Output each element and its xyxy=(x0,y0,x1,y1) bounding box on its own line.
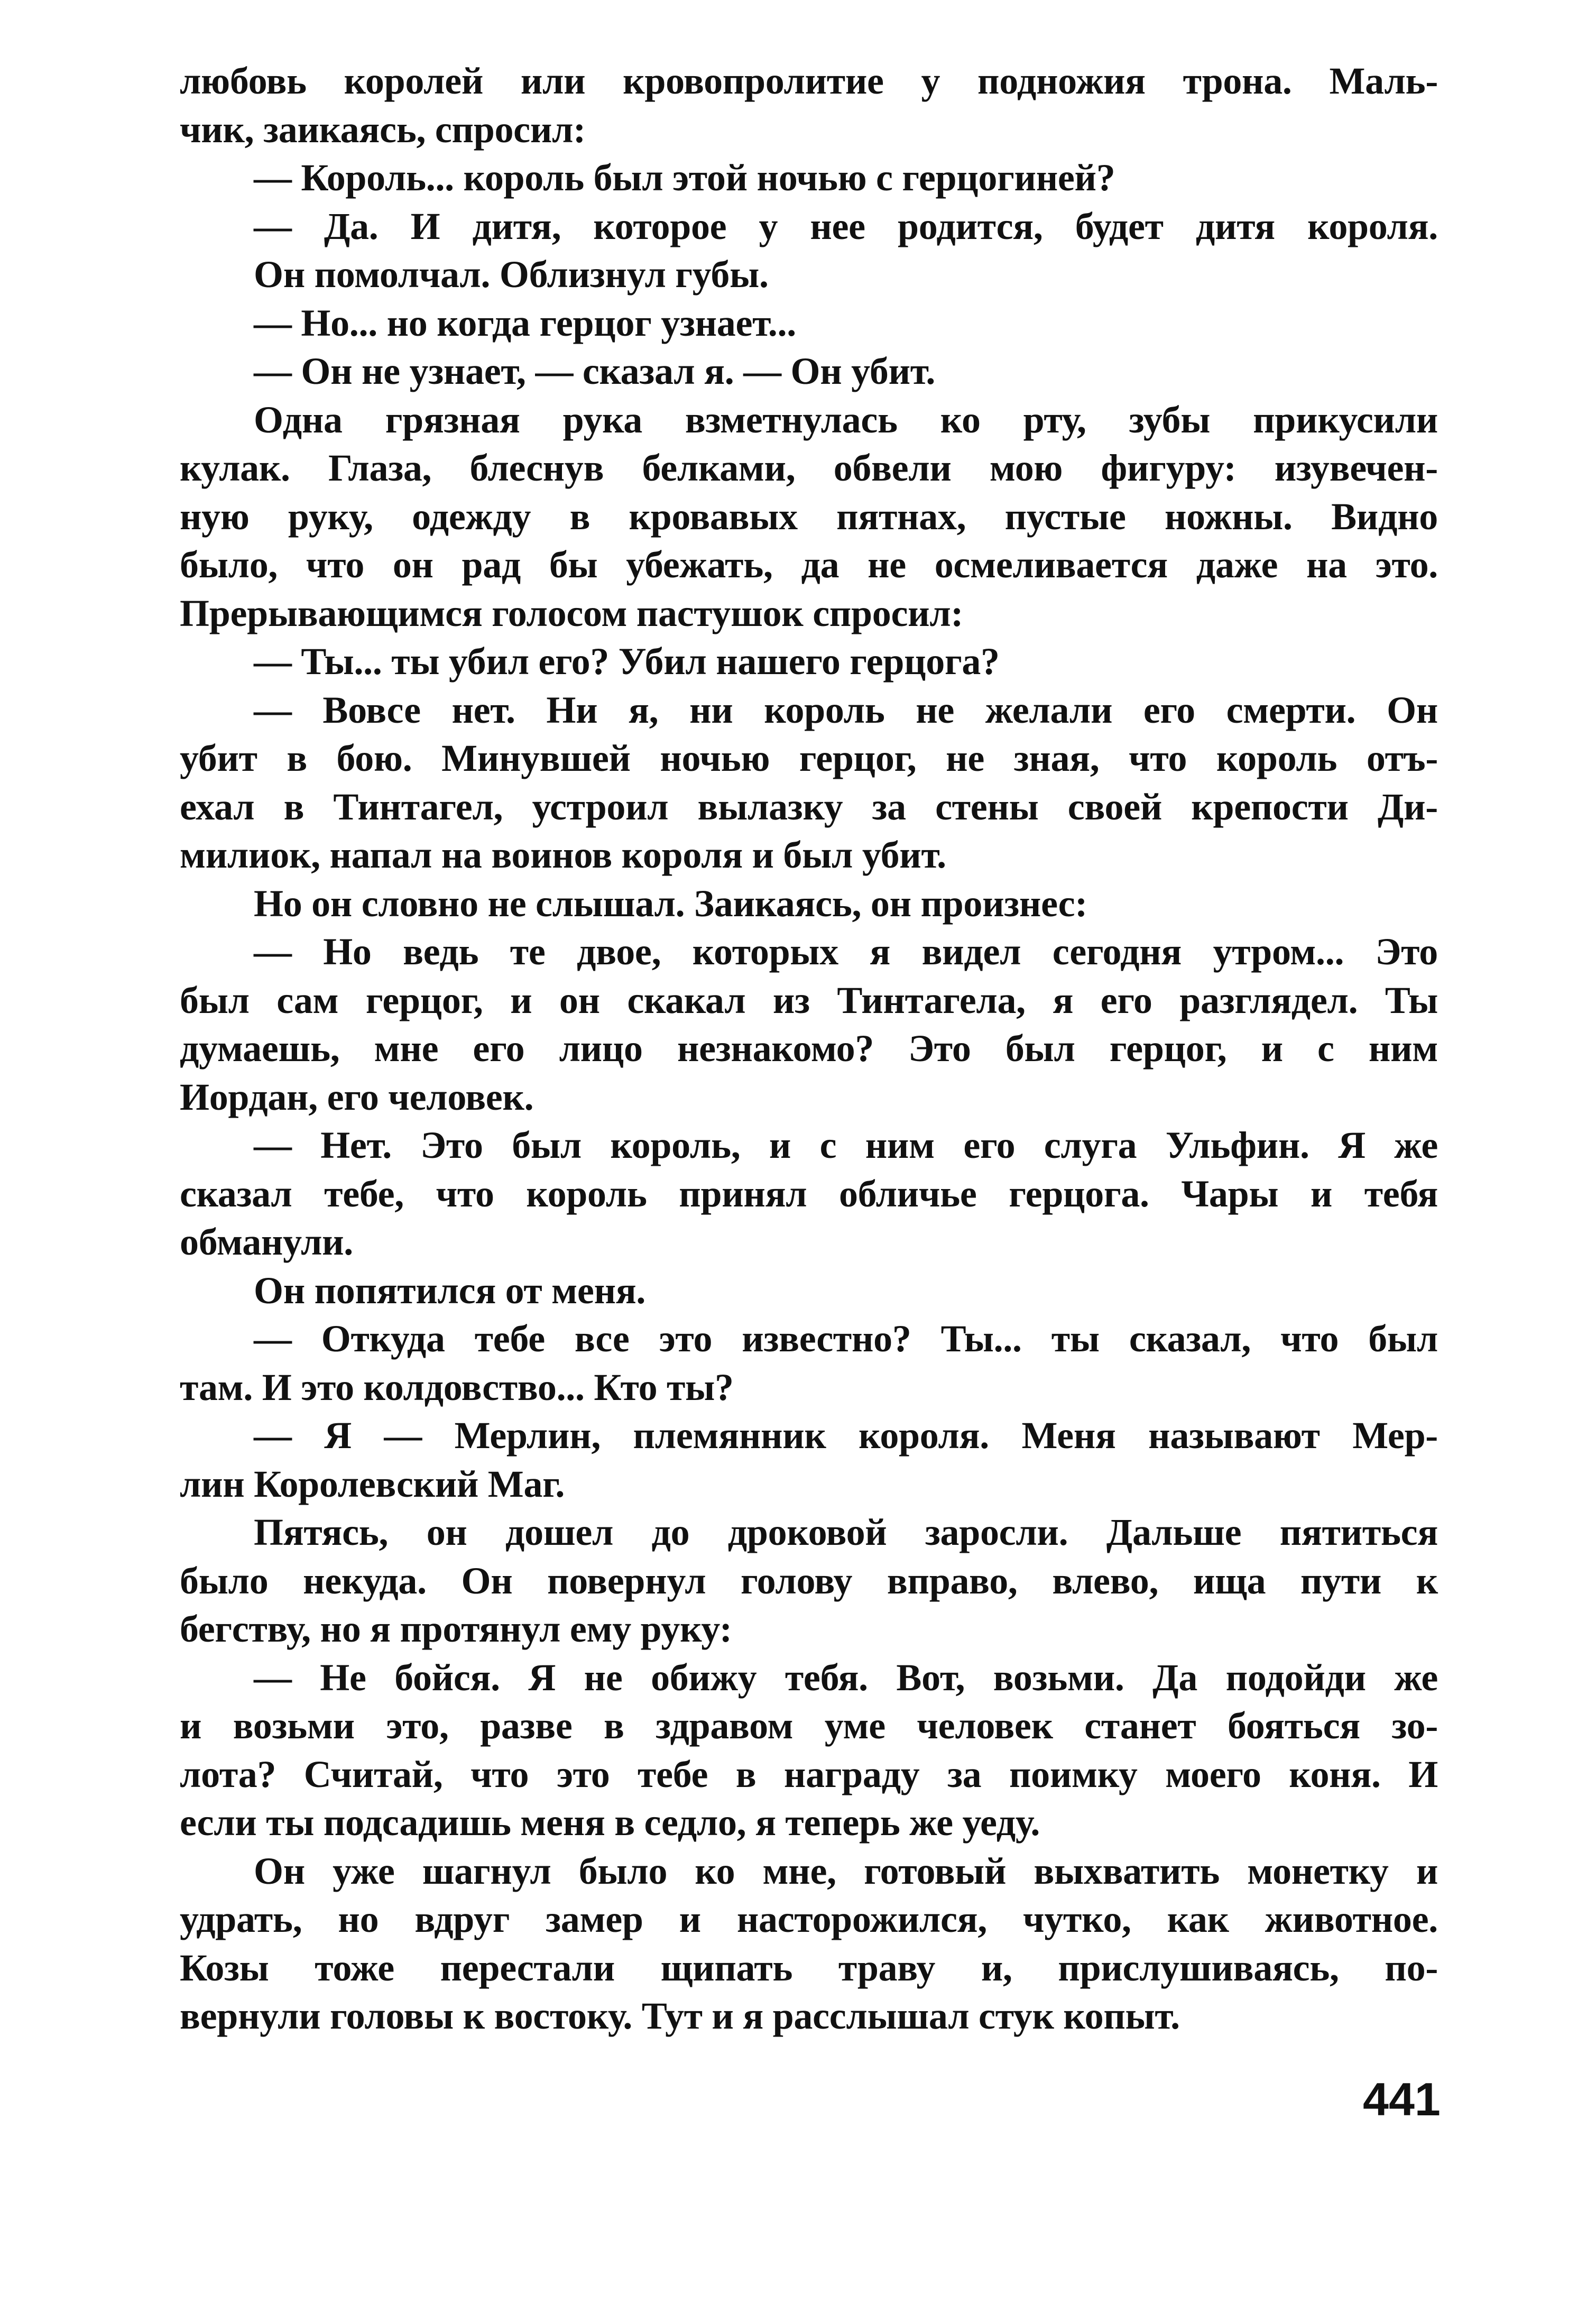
text-line: убит в бою. Минувшей ночью герцог, не зная, что король отъ- xyxy=(180,737,1438,779)
text-line: вернули головы к востоку. Тут и я расслышал стук копыт. xyxy=(180,1995,1180,2037)
text-line: — Да. И дитя, которое у нее родится, будет дитя короля. xyxy=(254,205,1438,247)
text-line: — Я — Мерлин, племянник короля. Меня называют Мер- xyxy=(254,1414,1438,1457)
text-line: Пятясь, он дошел до дроковой заросли. Дальше пятиться xyxy=(254,1511,1438,1553)
text-line: был сам герцог, и он скакал из Тинтагела, я его разглядел. Ты xyxy=(180,979,1438,1021)
text-line: любовь королей или кровопролитие у подножия трона. Маль- xyxy=(180,60,1438,102)
page-number: 441 xyxy=(1363,2073,1441,2125)
text-line: кулак. Глаза, блеснув белками, обвели мою фигуру: изувечен- xyxy=(180,447,1438,489)
text-line: — Откуда тебе все это известно? Ты... ты сказал, что был xyxy=(254,1318,1438,1360)
text-line: было некуда. Он повернул голову вправо, влево, ища пути к xyxy=(180,1559,1438,1602)
text-line: — Он не узнает, — сказал я. — Он убит. xyxy=(254,350,936,392)
text-line: там. И это колдовство... Кто ты? xyxy=(180,1366,734,1408)
text-line: милиок, напал на воинов короля и был убит. xyxy=(180,834,946,876)
text-line: думаешь, мне его лицо незнакомо? Это был герцог, и с ним xyxy=(180,1027,1438,1070)
text-line: и возьми это, разве в здравом уме человек станет бояться зо- xyxy=(180,1705,1438,1747)
text-line: ную руку, одежду в кровавых пятнах, пустые ножны. Видно xyxy=(180,495,1438,538)
text-line: чик, заикаясь, спросил: xyxy=(180,108,586,151)
text-line: обманули. xyxy=(180,1221,353,1263)
text-line: лота? Считай, что это тебе в награду за поимку моего коня. И xyxy=(180,1753,1438,1795)
text-line: Он помолчал. Облизнул губы. xyxy=(254,253,769,296)
text-line: если ты подсадишь меня в седло, я теперь же уеду. xyxy=(180,1801,1040,1844)
text-line: — Король... король был этой ночью с герцогиней? xyxy=(254,156,1115,199)
text-line: Он попятился от меня. xyxy=(254,1269,646,1312)
text-line: сказал тебе, что король принял обличье герцога. Чары и тебя xyxy=(180,1172,1438,1215)
text-line: — Но... но когда герцог узнает... xyxy=(254,301,796,344)
text-line: — Ты... ты убил его? Убил нашего герцога? xyxy=(254,640,1000,683)
text-line: — Но ведь те двое, которых я видел сегодня утром... Это xyxy=(254,931,1438,973)
text-line: Прерывающимся голосом пастушок спросил: xyxy=(180,592,964,634)
text-line: лин Королевский Маг. xyxy=(180,1462,565,1505)
text-line: было, что он рад бы убежать, да не осмеливается даже на это. xyxy=(180,543,1438,586)
text-line: Он уже шагнул было ко мне, готовый выхватить монетку и xyxy=(254,1849,1438,1892)
text-line: — Нет. Это был король, и с ним его слуга Ульфин. Я же xyxy=(254,1124,1438,1166)
text-line: удрать, но вдруг замер и насторожился, чутко, как животное. xyxy=(180,1898,1438,1940)
text-line: ехал в Тинтагел, устроил вылазку за стены своей крепости Ди- xyxy=(180,785,1438,828)
text-line: — Не бойся. Я не обижу тебя. Вот, возьми. Да подойди же xyxy=(254,1656,1438,1699)
text-line: Одна грязная рука взметнулась ко рту, зубы прикусили xyxy=(254,398,1438,441)
text-line: Но он словно не слышал. Заикаясь, он произнес: xyxy=(254,882,1087,925)
text-line: — Вовсе нет. Ни я, ни король не желали его смерти. Он xyxy=(254,688,1438,731)
body-text xyxy=(180,57,1438,2041)
text-line: Иордан, его человек. xyxy=(180,1075,534,1118)
text-line: Козы тоже перестали щипать траву и, прислушиваясь, по- xyxy=(180,1946,1438,1989)
text-line: бегству, но я протянул ему руку: xyxy=(180,1608,732,1650)
